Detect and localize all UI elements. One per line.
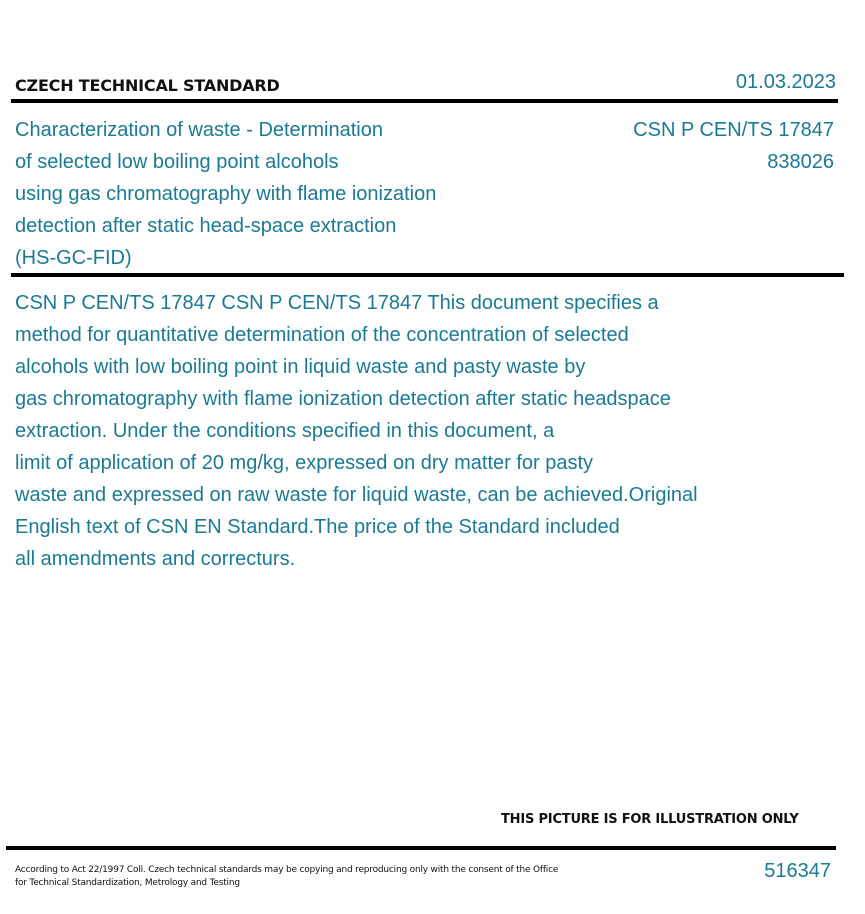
standard-description: CSN P CEN/TS 17847 CSN P CEN/TS 17847 This document specifies a method for quantitative determination of the concentration of selected alcohols with low boiling point in liquid waste and pasty waste by gas chromatography with flame ionization detection after static headspace extraction. Under the conditions specified in this document, a limit of application of 20 mg/kg, expressed on dry matter for pasty waste and expressed on raw waste for liquid waste, can be achieved.Original English text of CSN EN Standard.The price of the Standard included all amendments and correcturs. [15,292,698,570]
illustration-note: THIS PICTURE IS FOR ILLUSTRATION ONLY [501,812,799,827]
standard-designation-block [633,114,834,178]
standard-designation: CSN P CEN/TS 17847 [633,119,834,141]
title-divider [11,273,844,277]
standard-title: Characterization of waste - Determination of selected low boiling point alcohols using gas chromatography with flame ionization detection after static head-space extraction (HS-GC-FID) [15,119,437,269]
header-divider [11,99,838,103]
classification-code: 838026 [767,151,834,173]
footer-divider [6,846,836,850]
publication-date: 01.03.2023 [735,71,836,93]
product-code: 516347 [764,860,831,882]
legal-notice: According to Act 22/1997 Coll. Czech technical standards may be copying and reproducing only with the consent of the Office for Technical Standardization, Metrology and Testing [15,865,559,888]
document-type-label: CZECH TECHNICAL STANDARD [15,76,280,95]
